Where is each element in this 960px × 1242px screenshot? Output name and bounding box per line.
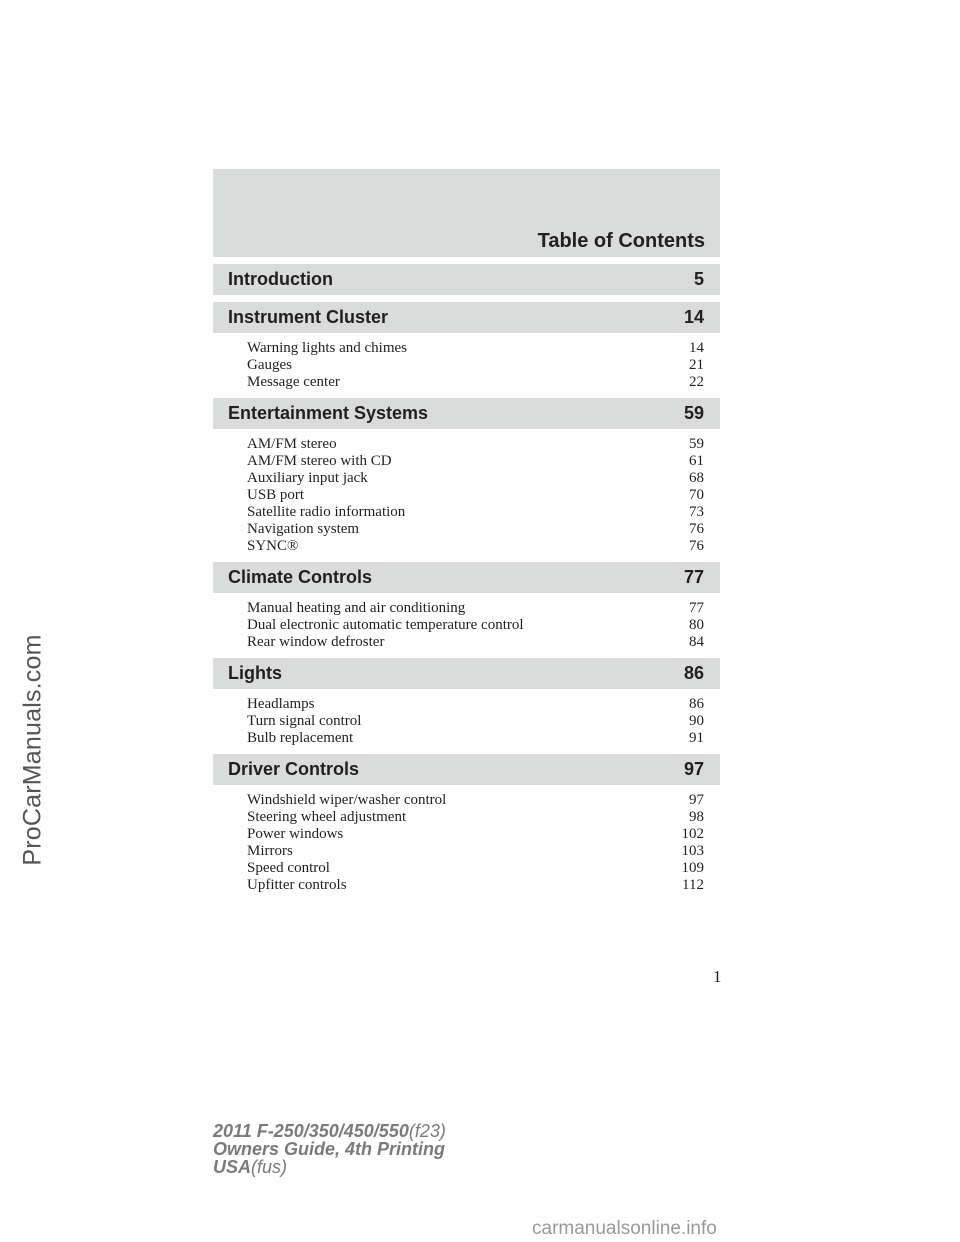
entry-label: SYNC® bbox=[247, 538, 299, 554]
entry-label: Windshield wiper/washer control bbox=[247, 792, 447, 808]
entry-label: Rear window defroster bbox=[247, 634, 385, 650]
section-page: 59 bbox=[683, 403, 704, 423]
toc-entry[interactable] bbox=[247, 453, 704, 470]
entry-page: 76 bbox=[689, 521, 704, 537]
entry-label: Satellite radio information bbox=[247, 504, 406, 520]
entry-page: 68 bbox=[689, 470, 704, 486]
toc-entry[interactable] bbox=[247, 877, 704, 894]
entry-label: AM/FM stereo bbox=[247, 436, 337, 452]
entry-label: Turn signal control bbox=[247, 713, 362, 729]
entry-label: Steering wheel adjustment bbox=[247, 809, 407, 825]
toc-entry[interactable] bbox=[247, 860, 704, 877]
entry-label: Dual electronic automatic temperature control bbox=[247, 617, 524, 633]
entry-list bbox=[213, 333, 720, 398]
entry-label: Power windows bbox=[247, 826, 344, 842]
section-bar[interactable] bbox=[213, 398, 720, 429]
toc-entry[interactable] bbox=[247, 436, 704, 453]
entry-page: 102 bbox=[681, 826, 704, 842]
entry-page: 97 bbox=[689, 792, 704, 808]
entry-page: 90 bbox=[689, 713, 704, 729]
entry-label: Bulb replacement bbox=[247, 730, 354, 746]
entry-page: 103 bbox=[681, 843, 704, 859]
toc-entry[interactable] bbox=[247, 634, 704, 651]
toc-entry[interactable] bbox=[247, 600, 704, 617]
footer-edition: Owners Guide, 4th Printing bbox=[213, 1139, 446, 1159]
toc-entry[interactable] bbox=[247, 730, 704, 747]
toc-entry[interactable] bbox=[247, 374, 704, 391]
entry-label: Message center bbox=[247, 374, 340, 390]
entry-page: 86 bbox=[689, 696, 704, 712]
footer-line-3 bbox=[213, 1158, 446, 1176]
entry-page: 73 bbox=[689, 504, 704, 520]
entry-page: 59 bbox=[689, 436, 704, 452]
entry-page: 76 bbox=[689, 538, 704, 554]
entry-label: Auxiliary input jack bbox=[247, 470, 368, 486]
toc-entry[interactable] bbox=[247, 538, 704, 555]
section-bar[interactable] bbox=[213, 302, 720, 333]
section-gap bbox=[213, 295, 720, 302]
entry-label: Navigation system bbox=[247, 521, 360, 537]
footer-model-code: (f23) bbox=[408, 1121, 446, 1141]
entry-label: Upfitter controls bbox=[247, 877, 347, 893]
section-page: 14 bbox=[683, 307, 704, 327]
section-page: 77 bbox=[683, 567, 704, 587]
toc-entry[interactable] bbox=[247, 713, 704, 730]
entry-list bbox=[213, 785, 720, 901]
toc-entry[interactable] bbox=[247, 696, 704, 713]
section-page: 86 bbox=[683, 663, 704, 683]
entry-list bbox=[213, 593, 720, 658]
entry-page: 21 bbox=[689, 357, 704, 373]
entry-page: 109 bbox=[681, 860, 704, 876]
entry-list bbox=[213, 689, 720, 754]
section-bar[interactable] bbox=[213, 754, 720, 785]
toc-entry[interactable] bbox=[247, 504, 704, 521]
page-number: 1 bbox=[713, 967, 722, 986]
side-watermark bbox=[8, 520, 58, 980]
footer-model: 2011 F-250/350/450/550 bbox=[213, 1121, 409, 1141]
section-page: 97 bbox=[683, 759, 704, 779]
entry-label: AM/FM stereo with CD bbox=[247, 453, 392, 469]
section-title: Lights bbox=[228, 663, 282, 683]
table-of-contents bbox=[213, 264, 720, 901]
entry-page: 22 bbox=[689, 374, 704, 390]
section-title: Introduction bbox=[228, 269, 333, 289]
section-title: Entertainment Systems bbox=[228, 403, 429, 423]
entry-page: 80 bbox=[689, 617, 704, 633]
document-footer bbox=[213, 1122, 446, 1176]
entry-page: 61 bbox=[689, 453, 704, 469]
entry-page: 14 bbox=[689, 340, 704, 356]
footer-market-code: (fus) bbox=[251, 1157, 288, 1177]
section-bar[interactable] bbox=[213, 264, 720, 295]
bottom-watermark: carmanualsonline.info bbox=[532, 1218, 717, 1239]
section-title: Driver Controls bbox=[228, 759, 360, 779]
page-title: Table of Contents bbox=[537, 230, 705, 252]
entry-page: 112 bbox=[682, 877, 704, 893]
entry-page: 84 bbox=[689, 634, 704, 650]
entry-label: Gauges bbox=[247, 357, 292, 373]
toc-entry[interactable] bbox=[247, 521, 704, 538]
toc-entry[interactable] bbox=[247, 792, 704, 809]
entry-label: Headlamps bbox=[247, 696, 315, 712]
toc-entry[interactable] bbox=[247, 843, 704, 860]
toc-header bbox=[213, 169, 720, 257]
toc-entry[interactable] bbox=[247, 487, 704, 504]
entry-page: 77 bbox=[689, 600, 704, 616]
toc-entry[interactable] bbox=[247, 617, 704, 634]
toc-entry[interactable] bbox=[247, 470, 704, 487]
entry-list bbox=[213, 429, 720, 562]
entry-label: Speed control bbox=[247, 860, 330, 876]
toc-entry[interactable] bbox=[247, 357, 704, 374]
toc-entry[interactable] bbox=[247, 340, 704, 357]
entry-page: 70 bbox=[689, 487, 704, 503]
footer-line-1 bbox=[213, 1122, 446, 1140]
section-title: Climate Controls bbox=[228, 567, 373, 587]
entry-label: USB port bbox=[247, 487, 305, 503]
section-bar[interactable] bbox=[213, 562, 720, 593]
side-watermark-text: ProCarManuals.com bbox=[18, 634, 47, 866]
section-page: 5 bbox=[693, 269, 704, 289]
entry-page: 91 bbox=[689, 730, 704, 746]
section-bar[interactable] bbox=[213, 658, 720, 689]
footer-market: USA bbox=[213, 1157, 252, 1177]
entry-label: Warning lights and chimes bbox=[247, 340, 408, 356]
section-title: Instrument Cluster bbox=[228, 307, 389, 327]
toc-entry[interactable] bbox=[247, 809, 704, 826]
toc-entry[interactable] bbox=[247, 826, 704, 843]
entry-label: Manual heating and air conditioning bbox=[247, 600, 466, 616]
entry-label: Mirrors bbox=[247, 843, 293, 859]
entry-page: 98 bbox=[689, 809, 704, 825]
